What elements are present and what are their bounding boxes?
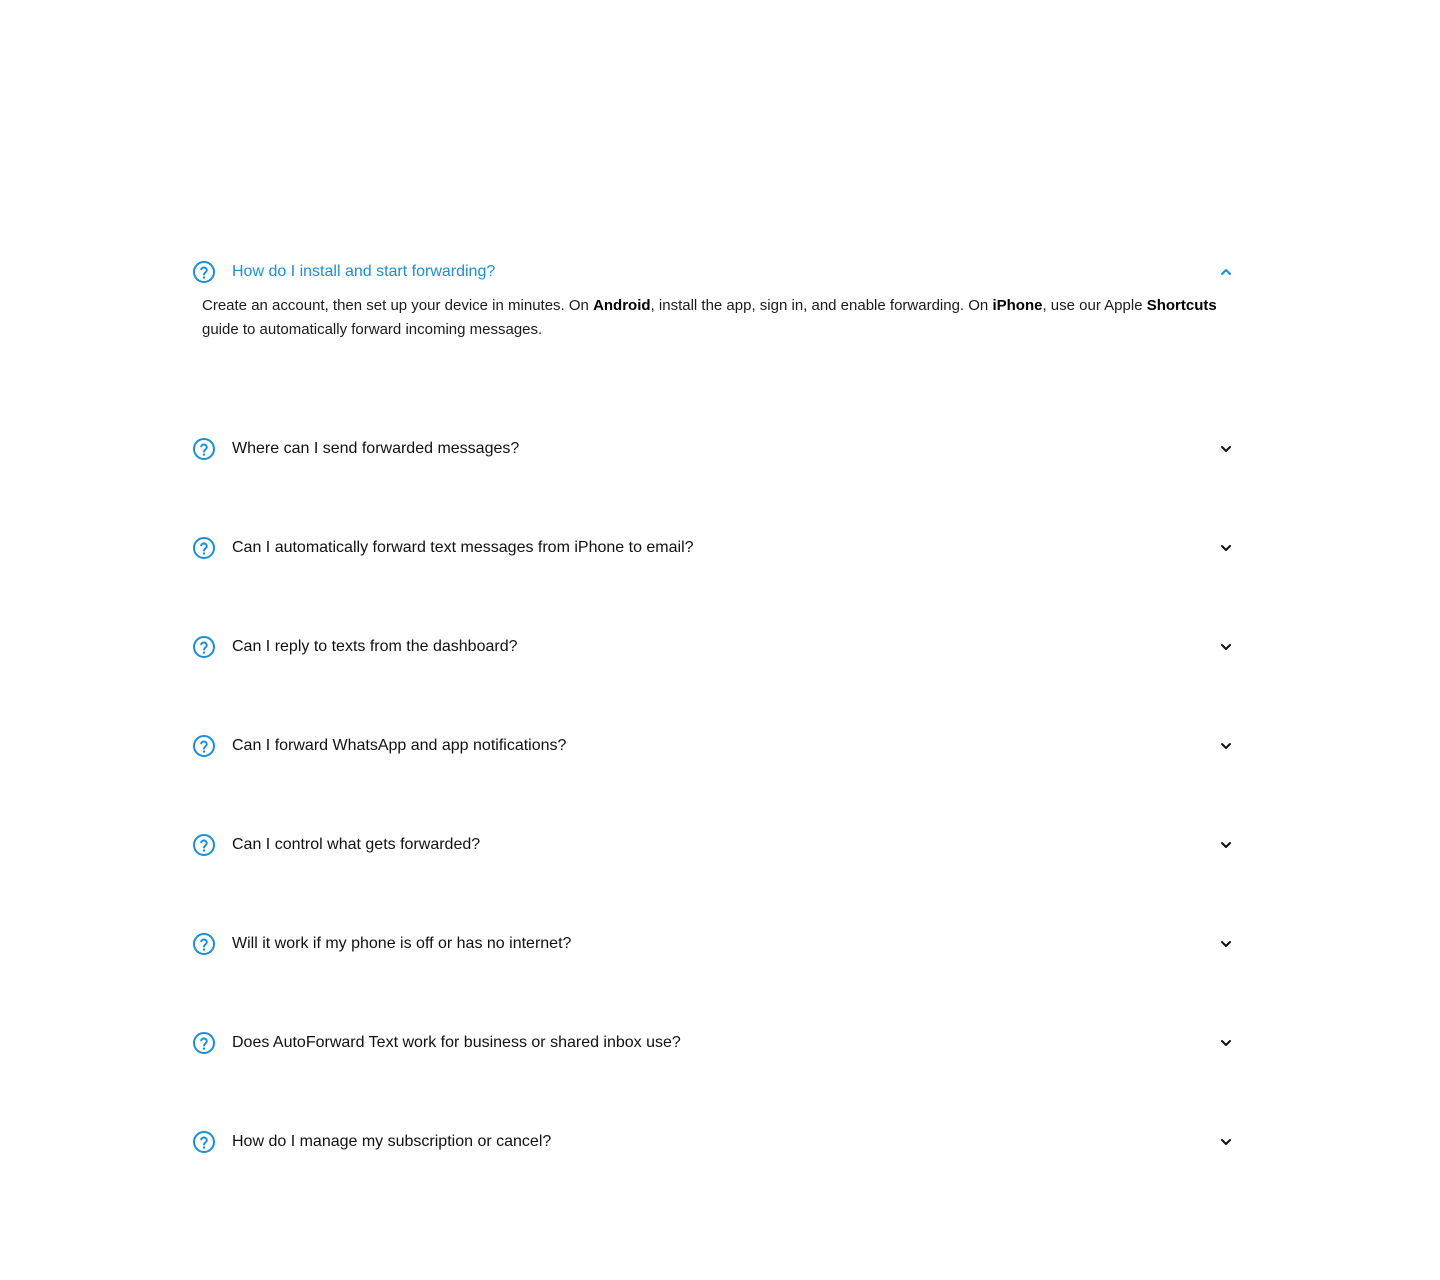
answer-bold-android: Android [593, 297, 651, 314]
answer-text: Create an account, then set up your device in minutes. On [202, 297, 594, 314]
faq-item [192, 1023, 1242, 1122]
faq-question-text: Can I automatically forward text messages from iPhone to email? [232, 539, 694, 556]
question-circle-icon [192, 1031, 216, 1055]
question-circle-icon [192, 536, 216, 560]
faq-item [192, 528, 1242, 627]
faq-question-toggle[interactable] [192, 528, 1242, 568]
faq-item [192, 825, 1242, 924]
faq-question-toggle[interactable] [192, 924, 1242, 964]
answer-text: guide to automatically forward incoming messages. [202, 321, 543, 338]
chevron-down-icon[interactable] [1218, 936, 1234, 952]
faq-question-toggle[interactable] [192, 1023, 1242, 1063]
faq-question-toggle[interactable] [192, 429, 1242, 469]
faq-question-text: Can I forward WhatsApp and app notifications? [232, 737, 567, 754]
faq-question-text: Where can I send forwarded messages? [232, 440, 520, 457]
faq-question-toggle[interactable] [192, 825, 1242, 865]
faq-question-toggle[interactable] [192, 1122, 1242, 1162]
question-circle-icon [192, 260, 216, 284]
faq-item [192, 1122, 1242, 1221]
faq-question-text: How do I manage my subscription or cancel? [232, 1133, 552, 1150]
question-circle-icon [192, 932, 216, 956]
faq-item [192, 429, 1242, 528]
faq-accordion [192, 252, 1242, 1221]
question-circle-icon [192, 1130, 216, 1154]
answer-text: , use our Apple [1042, 297, 1147, 314]
chevron-up-icon[interactable] [1218, 264, 1234, 280]
faq-question-toggle[interactable] [192, 627, 1242, 667]
faq-question-toggle[interactable] [192, 726, 1242, 766]
faq-question-toggle[interactable] [192, 252, 1242, 292]
faq-answer [202, 294, 1242, 342]
chevron-down-icon[interactable] [1218, 738, 1234, 754]
question-circle-icon [192, 734, 216, 758]
faq-item [192, 252, 1242, 429]
faq-question-text: Can I control what gets forwarded? [232, 836, 481, 853]
question-circle-icon [192, 635, 216, 659]
faq-question-text: Can I reply to texts from the dashboard? [232, 638, 518, 655]
chevron-down-icon[interactable] [1218, 1134, 1234, 1150]
answer-text: , install the app, sign in, and enable forwarding. On [650, 297, 993, 314]
answer-bold-iphone: iPhone [992, 297, 1043, 314]
faq-question-text: Does AutoForward Text work for business or shared inbox use? [232, 1034, 681, 1051]
faq-question-text: Will it work if my phone is off or has no internet? [232, 935, 572, 952]
answer-bold-shortcuts: Shortcuts [1146, 297, 1217, 314]
chevron-down-icon[interactable] [1218, 540, 1234, 556]
question-circle-icon [192, 833, 216, 857]
faq-item [192, 924, 1242, 1023]
chevron-down-icon[interactable] [1218, 441, 1234, 457]
question-circle-icon [192, 437, 216, 461]
faq-item [192, 627, 1242, 726]
chevron-down-icon[interactable] [1218, 1035, 1234, 1051]
chevron-down-icon[interactable] [1218, 639, 1234, 655]
faq-item [192, 726, 1242, 825]
chevron-down-icon[interactable] [1218, 837, 1234, 853]
faq-question-text: How do I install and start forwarding? [232, 263, 496, 280]
